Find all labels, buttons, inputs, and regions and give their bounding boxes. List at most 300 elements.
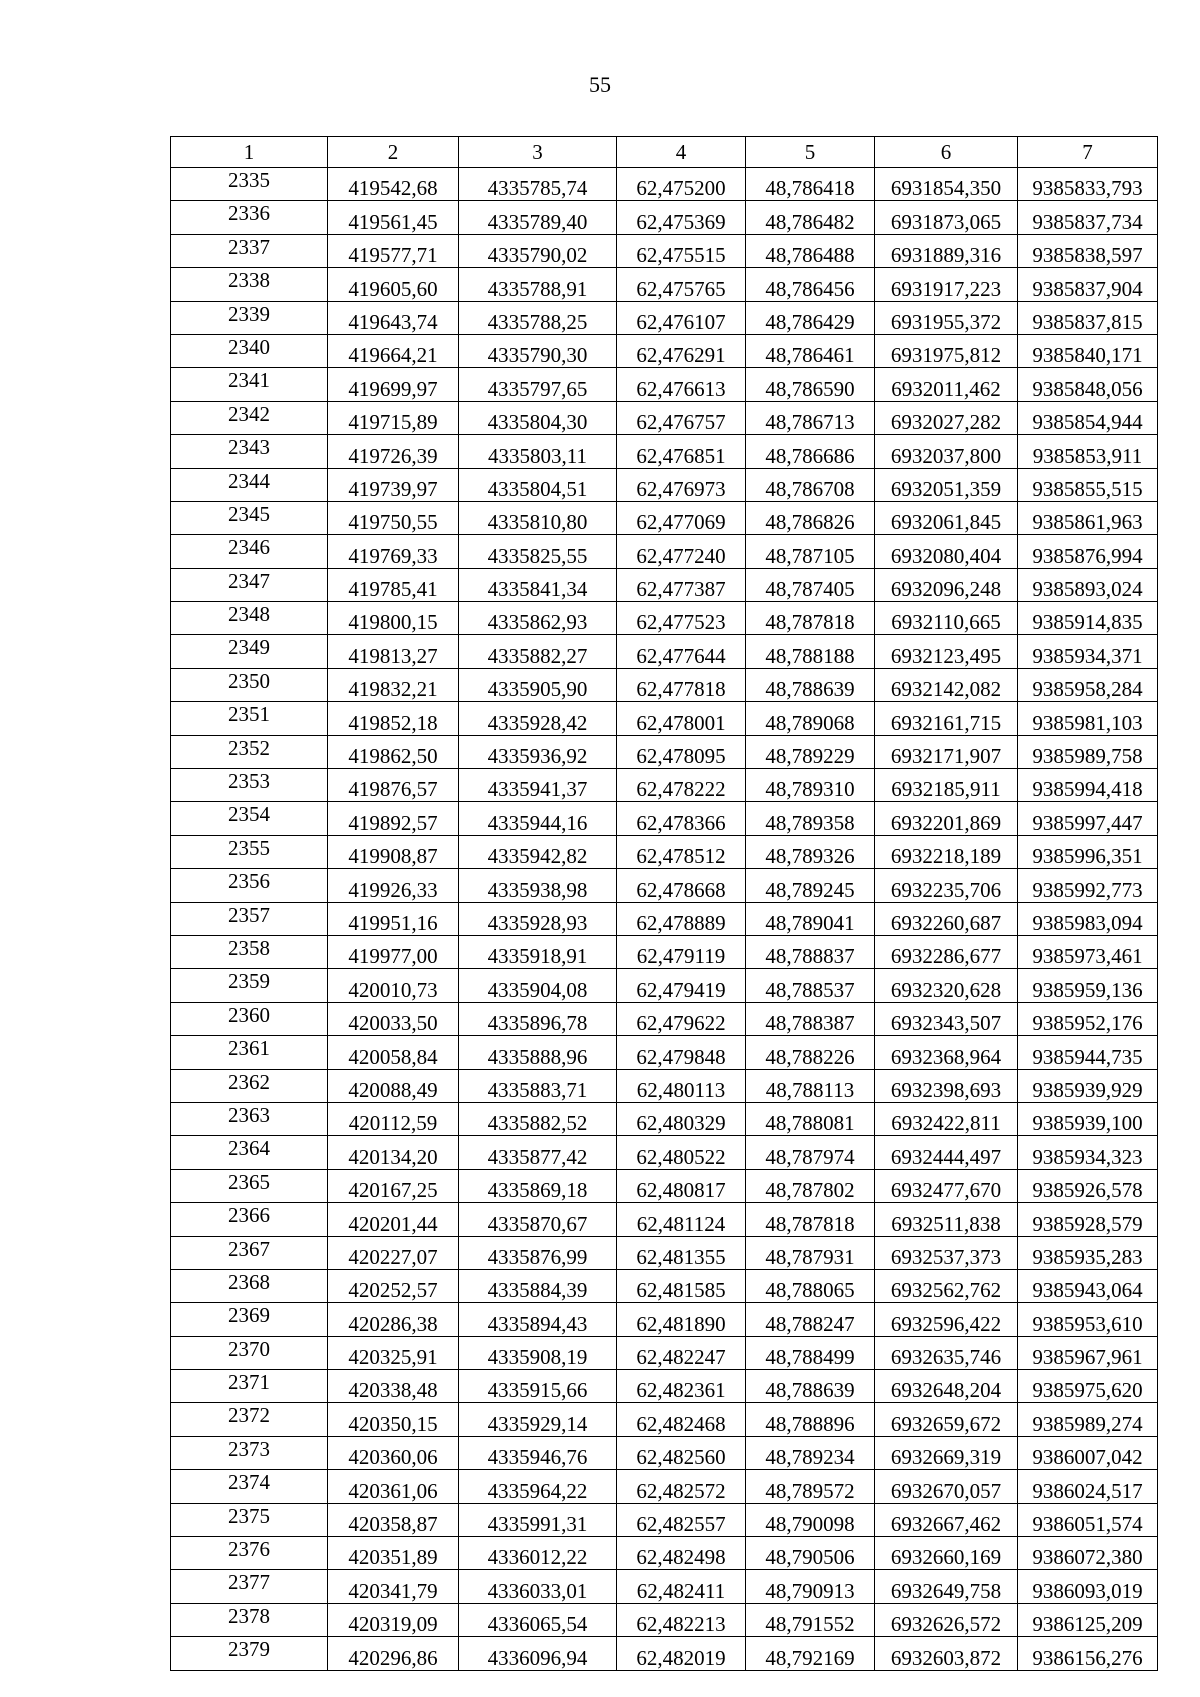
table-row (171, 835, 1158, 868)
table-row (171, 1303, 1158, 1336)
coordinate-cell: 62,478889 (617, 902, 746, 935)
coordinate-cell: 419542,68 (328, 168, 459, 201)
coordinate-cell: 9385837,734 (1018, 201, 1158, 234)
table-row (171, 935, 1158, 968)
point-number-cell: 2361 (171, 1036, 328, 1069)
point-number-cell: 2359 (171, 969, 328, 1002)
coordinate-cell: 62,477523 (617, 602, 746, 635)
coordinate-cell: 48,788113 (746, 1069, 875, 1102)
table-row (171, 1436, 1158, 1469)
coordinate-cell: 62,481355 (617, 1236, 746, 1269)
coordinate-cell: 48,786456 (746, 268, 875, 301)
coordinate-cell: 48,788537 (746, 969, 875, 1002)
coordinate-cell: 419951,16 (328, 902, 459, 935)
coordinate-cell: 6932051,359 (875, 468, 1018, 501)
coordinate-cell: 419977,00 (328, 935, 459, 968)
table-row (171, 201, 1158, 234)
table-row (171, 668, 1158, 701)
coordinate-cell: 4335797,65 (459, 368, 617, 401)
coordinate-cell: 48,787802 (746, 1169, 875, 1202)
coordinate-cell: 62,482411 (617, 1570, 746, 1603)
point-number-cell: 2354 (171, 802, 328, 835)
coordinate-cell: 6932286,677 (875, 935, 1018, 968)
coordinate-cell: 4335882,27 (459, 635, 617, 668)
coordinate-cell: 9385840,171 (1018, 334, 1158, 367)
point-number-cell: 2364 (171, 1136, 328, 1169)
table-row (171, 802, 1158, 835)
coordinate-cell: 6932110,665 (875, 602, 1018, 635)
coordinate-cell: 48,786686 (746, 435, 875, 468)
coordinate-cell: 62,476291 (617, 334, 746, 367)
coordinate-cell: 62,482572 (617, 1470, 746, 1503)
coordinate-cell: 9385861,963 (1018, 501, 1158, 534)
coordinate-table (170, 136, 1158, 1671)
coordinate-cell: 6932096,248 (875, 568, 1018, 601)
coordinate-cell: 9386072,380 (1018, 1537, 1158, 1570)
coordinate-cell: 62,475515 (617, 234, 746, 267)
point-number-cell: 2376 (171, 1537, 328, 1570)
coordinate-cell: 62,477818 (617, 668, 746, 701)
coordinate-cell: 9385975,620 (1018, 1370, 1158, 1403)
column-header-5: 5 (746, 137, 875, 168)
coordinate-cell: 4335882,52 (459, 1102, 617, 1135)
coordinate-cell: 4335841,34 (459, 568, 617, 601)
coordinate-cell: 4335896,78 (459, 1002, 617, 1035)
coordinate-cell: 4335941,37 (459, 769, 617, 802)
table-row (171, 234, 1158, 267)
coordinate-cell: 62,479848 (617, 1036, 746, 1069)
coordinate-cell: 6932037,800 (875, 435, 1018, 468)
coordinate-cell: 48,788065 (746, 1269, 875, 1302)
coordinate-cell: 4335938,98 (459, 869, 617, 902)
coordinate-cell: 4335883,71 (459, 1069, 617, 1102)
coordinate-cell: 9385973,461 (1018, 935, 1158, 968)
coordinate-cell: 48,787818 (746, 1203, 875, 1236)
coordinate-cell: 9385854,944 (1018, 401, 1158, 434)
coordinate-cell: 419664,21 (328, 334, 459, 367)
point-number-cell: 2353 (171, 769, 328, 802)
coordinate-cell: 9385992,773 (1018, 869, 1158, 902)
point-number-cell: 2372 (171, 1403, 328, 1436)
column-header-1: 1 (171, 137, 328, 168)
coordinate-cell: 6932511,838 (875, 1203, 1018, 1236)
coordinate-cell: 62,476973 (617, 468, 746, 501)
coordinate-cell: 48,788226 (746, 1036, 875, 1069)
point-number-cell: 2374 (171, 1470, 328, 1503)
coordinate-cell: 6932185,911 (875, 769, 1018, 802)
coordinate-cell: 62,479622 (617, 1002, 746, 1035)
coordinate-cell: 62,482213 (617, 1603, 746, 1636)
coordinate-cell: 419785,41 (328, 568, 459, 601)
point-number-cell: 2357 (171, 902, 328, 935)
coordinate-cell: 9385838,597 (1018, 234, 1158, 267)
point-number-cell: 2363 (171, 1102, 328, 1135)
coordinate-cell: 419876,57 (328, 769, 459, 802)
column-header-3: 3 (459, 137, 617, 168)
table-row (171, 1637, 1158, 1670)
point-number-cell: 2378 (171, 1603, 328, 1636)
table-row (171, 468, 1158, 501)
coordinate-cell: 4335915,66 (459, 1370, 617, 1403)
coordinate-cell: 419577,71 (328, 234, 459, 267)
coordinate-cell: 9386125,209 (1018, 1603, 1158, 1636)
point-number-cell: 2355 (171, 835, 328, 868)
coordinate-cell: 48,789234 (746, 1436, 875, 1469)
table-row (171, 1136, 1158, 1169)
coordinate-cell: 420341,79 (328, 1570, 459, 1603)
coordinate-cell: 6932660,169 (875, 1537, 1018, 1570)
coordinate-cell: 4335789,40 (459, 201, 617, 234)
point-number-cell: 2379 (171, 1637, 328, 1670)
table-row (171, 1269, 1158, 1302)
table-row (171, 1036, 1158, 1069)
coordinate-cell: 6932123,495 (875, 635, 1018, 668)
coordinate-cell: 62,478222 (617, 769, 746, 802)
coordinate-cell: 9385953,610 (1018, 1303, 1158, 1336)
coordinate-cell: 62,482557 (617, 1503, 746, 1536)
coordinate-cell: 4335928,42 (459, 702, 617, 735)
coordinate-cell: 48,787931 (746, 1236, 875, 1269)
coordinate-cell: 48,788639 (746, 1370, 875, 1403)
coordinate-cell: 4335825,55 (459, 535, 617, 568)
coordinate-cell: 6932080,404 (875, 535, 1018, 568)
coordinate-cell: 62,482468 (617, 1403, 746, 1436)
coordinate-cell: 6932368,964 (875, 1036, 1018, 1069)
coordinate-cell: 4335877,42 (459, 1136, 617, 1169)
coordinate-cell: 48,789229 (746, 735, 875, 768)
coordinate-cell: 6932422,811 (875, 1102, 1018, 1135)
column-header-4: 4 (617, 137, 746, 168)
coordinate-cell: 6932061,845 (875, 501, 1018, 534)
point-number-cell: 2337 (171, 234, 328, 267)
coordinate-cell: 9385837,815 (1018, 301, 1158, 334)
coordinate-cell: 62,481585 (617, 1269, 746, 1302)
coordinate-cell: 419908,87 (328, 835, 459, 868)
point-number-cell: 2371 (171, 1370, 328, 1403)
coordinate-cell: 4335790,30 (459, 334, 617, 367)
coordinate-cell: 4335936,92 (459, 735, 617, 768)
point-number-cell: 2362 (171, 1069, 328, 1102)
coordinate-cell: 6932648,204 (875, 1370, 1018, 1403)
coordinate-cell: 48,788896 (746, 1403, 875, 1436)
table-row (171, 735, 1158, 768)
table-row (171, 1537, 1158, 1570)
coordinate-cell: 62,480113 (617, 1069, 746, 1102)
coordinate-cell: 9385959,136 (1018, 969, 1158, 1002)
point-number-cell: 2347 (171, 568, 328, 601)
coordinate-cell: 6932477,670 (875, 1169, 1018, 1202)
table-row (171, 301, 1158, 334)
coordinate-cell: 48,788081 (746, 1102, 875, 1135)
coordinate-cell: 419699,97 (328, 368, 459, 401)
coordinate-cell: 420360,06 (328, 1436, 459, 1469)
coordinate-cell: 4335785,74 (459, 168, 617, 201)
coordinate-cell: 48,786488 (746, 234, 875, 267)
coordinate-cell: 9385939,929 (1018, 1069, 1158, 1102)
coordinate-cell: 4336033,01 (459, 1570, 617, 1603)
coordinate-cell: 62,482498 (617, 1537, 746, 1570)
coordinate-cell: 9385989,274 (1018, 1403, 1158, 1436)
coordinate-cell: 6931917,223 (875, 268, 1018, 301)
coordinate-cell: 419926,33 (328, 869, 459, 902)
coordinate-cell: 62,482560 (617, 1436, 746, 1469)
coordinate-cell: 4335876,99 (459, 1236, 617, 1269)
coordinate-cell: 4335810,80 (459, 501, 617, 534)
table-header-row (171, 137, 1158, 168)
coordinate-cell: 6932171,907 (875, 735, 1018, 768)
coordinate-cell: 9385853,911 (1018, 435, 1158, 468)
coordinate-cell: 9386051,574 (1018, 1503, 1158, 1536)
coordinate-cell: 48,791552 (746, 1603, 875, 1636)
coordinate-cell: 4335944,16 (459, 802, 617, 835)
coordinate-cell: 4335884,39 (459, 1269, 617, 1302)
coordinate-cell: 9385958,284 (1018, 668, 1158, 701)
coordinate-cell: 6931975,812 (875, 334, 1018, 367)
point-number-cell: 2356 (171, 869, 328, 902)
coordinate-cell: 6932649,758 (875, 1570, 1018, 1603)
point-number-cell: 2369 (171, 1303, 328, 1336)
coordinate-cell: 48,787974 (746, 1136, 875, 1169)
coordinate-cell: 48,786826 (746, 501, 875, 534)
point-number-cell: 2348 (171, 602, 328, 635)
table-row (171, 268, 1158, 301)
coordinate-cell: 419892,57 (328, 802, 459, 835)
coordinate-cell: 9385876,994 (1018, 535, 1158, 568)
coordinate-cell: 4335803,11 (459, 435, 617, 468)
point-number-cell: 2370 (171, 1336, 328, 1369)
coordinate-cell: 48,786429 (746, 301, 875, 334)
coordinate-cell: 62,477069 (617, 501, 746, 534)
point-number-cell: 2344 (171, 468, 328, 501)
coordinate-cell: 48,789068 (746, 702, 875, 735)
column-header-6: 6 (875, 137, 1018, 168)
coordinate-cell: 62,481890 (617, 1303, 746, 1336)
coordinate-cell: 9385981,103 (1018, 702, 1158, 735)
coordinate-cell: 48,786461 (746, 334, 875, 367)
coordinate-cell: 9385848,056 (1018, 368, 1158, 401)
coordinate-cell: 6932161,715 (875, 702, 1018, 735)
point-number-cell: 2350 (171, 668, 328, 701)
point-number-cell: 2346 (171, 535, 328, 568)
coordinate-cell: 4335788,91 (459, 268, 617, 301)
table-row (171, 702, 1158, 735)
coordinate-cell: 9385997,447 (1018, 802, 1158, 835)
table-row (171, 1470, 1158, 1503)
coordinate-cell: 62,482019 (617, 1637, 746, 1670)
coordinate-cell: 9385934,323 (1018, 1136, 1158, 1169)
point-number-cell: 2335 (171, 168, 328, 201)
coordinate-cell: 48,789326 (746, 835, 875, 868)
table-row (171, 168, 1158, 201)
table-row (171, 1002, 1158, 1035)
coordinate-cell: 48,789310 (746, 769, 875, 802)
coordinate-cell: 4335869,18 (459, 1169, 617, 1202)
coordinate-cell: 62,477644 (617, 635, 746, 668)
coordinate-cell: 6931889,316 (875, 234, 1018, 267)
coordinate-cell: 48,792169 (746, 1637, 875, 1670)
point-number-cell: 2339 (171, 301, 328, 334)
coordinate-cell: 4335964,22 (459, 1470, 617, 1503)
coordinate-cell: 419715,89 (328, 401, 459, 434)
coordinate-cell: 9385939,100 (1018, 1102, 1158, 1135)
coordinate-cell: 4335804,51 (459, 468, 617, 501)
table-row (171, 1336, 1158, 1369)
table-row (171, 1236, 1158, 1269)
table-row (171, 401, 1158, 434)
table-row (171, 1570, 1158, 1603)
coordinate-cell: 4335928,93 (459, 902, 617, 935)
coordinate-cell: 6932201,869 (875, 802, 1018, 835)
coordinate-cell: 62,478095 (617, 735, 746, 768)
coordinate-cell: 48,789041 (746, 902, 875, 935)
table-row (171, 368, 1158, 401)
coordinate-cell: 420319,09 (328, 1603, 459, 1636)
coordinate-cell: 9386093,019 (1018, 1570, 1158, 1603)
point-number-cell: 2367 (171, 1236, 328, 1269)
coordinate-cell: 9385935,283 (1018, 1236, 1158, 1269)
coordinate-cell: 4335991,31 (459, 1503, 617, 1536)
point-number-cell: 2340 (171, 334, 328, 367)
point-number-cell: 2377 (171, 1570, 328, 1603)
coordinate-cell: 62,482361 (617, 1370, 746, 1403)
coordinate-cell: 48,786482 (746, 201, 875, 234)
point-number-cell: 2342 (171, 401, 328, 434)
coordinate-cell: 62,480522 (617, 1136, 746, 1169)
coordinate-cell: 420350,15 (328, 1403, 459, 1436)
coordinate-cell: 6931873,065 (875, 201, 1018, 234)
point-number-cell: 2336 (171, 201, 328, 234)
coordinate-cell: 9385952,176 (1018, 1002, 1158, 1035)
coordinate-cell: 9385996,351 (1018, 835, 1158, 868)
table-row (171, 1169, 1158, 1202)
point-number-cell: 2351 (171, 702, 328, 735)
point-number-cell: 2358 (171, 935, 328, 968)
coordinate-cell: 4335788,25 (459, 301, 617, 334)
coordinate-cell: 62,475369 (617, 201, 746, 234)
coordinate-cell: 48,789572 (746, 1470, 875, 1503)
point-number-cell: 2365 (171, 1169, 328, 1202)
coordinate-cell: 420351,89 (328, 1537, 459, 1570)
coordinate-cell: 6932596,422 (875, 1303, 1018, 1336)
coordinate-cell: 6932027,282 (875, 401, 1018, 434)
coordinate-cell: 62,476613 (617, 368, 746, 401)
coordinate-cell: 4335894,43 (459, 1303, 617, 1336)
coordinate-cell: 62,476107 (617, 301, 746, 334)
coordinate-cell: 62,476851 (617, 435, 746, 468)
coordinate-cell: 9385837,904 (1018, 268, 1158, 301)
coordinate-cell: 419800,15 (328, 602, 459, 635)
coordinate-cell: 420252,57 (328, 1269, 459, 1302)
coordinate-cell: 4335804,30 (459, 401, 617, 434)
coordinate-cell: 420167,25 (328, 1169, 459, 1202)
column-header-7: 7 (1018, 137, 1158, 168)
coordinate-cell: 419813,27 (328, 635, 459, 668)
coordinate-cell: 48,787818 (746, 602, 875, 635)
coordinate-cell: 9385944,735 (1018, 1036, 1158, 1069)
coordinate-cell: 4335918,91 (459, 935, 617, 968)
coordinate-cell: 62,481124 (617, 1203, 746, 1236)
table-row (171, 1370, 1158, 1403)
table-row (171, 535, 1158, 568)
coordinate-cell: 6932398,693 (875, 1069, 1018, 1102)
coordinate-cell: 48,788837 (746, 935, 875, 968)
coordinate-cell: 48,788639 (746, 668, 875, 701)
coordinate-cell: 420286,38 (328, 1303, 459, 1336)
coordinate-cell: 4335946,76 (459, 1436, 617, 1469)
coordinate-cell: 9386007,042 (1018, 1436, 1158, 1469)
table-row (171, 1603, 1158, 1636)
coordinate-cell: 9385926,578 (1018, 1169, 1158, 1202)
coordinate-cell: 4335929,14 (459, 1403, 617, 1436)
coordinate-cell: 420361,06 (328, 1470, 459, 1503)
coordinate-cell: 6932635,746 (875, 1336, 1018, 1369)
table-row (171, 1203, 1158, 1236)
coordinate-cell: 48,786590 (746, 368, 875, 401)
coordinate-cell: 62,480817 (617, 1169, 746, 1202)
coordinate-cell: 9386156,276 (1018, 1637, 1158, 1670)
coordinate-cell: 6932320,628 (875, 969, 1018, 1002)
coordinate-cell: 48,790913 (746, 1570, 875, 1603)
coordinate-cell: 62,482247 (617, 1336, 746, 1369)
coordinate-cell: 48,786708 (746, 468, 875, 501)
coordinate-cell: 6932218,189 (875, 835, 1018, 868)
coordinate-cell: 6932235,706 (875, 869, 1018, 902)
coordinate-cell: 6931955,372 (875, 301, 1018, 334)
coordinate-cell: 6932562,762 (875, 1269, 1018, 1302)
coordinate-cell: 48,788188 (746, 635, 875, 668)
column-header-2: 2 (328, 137, 459, 168)
coordinate-cell: 420112,59 (328, 1102, 459, 1135)
table-row (171, 869, 1158, 902)
coordinate-cell: 4335790,02 (459, 234, 617, 267)
coordinate-cell: 48,787105 (746, 535, 875, 568)
coordinate-cell: 9386024,517 (1018, 1470, 1158, 1503)
page-number: 55 (589, 72, 611, 97)
coordinate-cell: 4335862,93 (459, 602, 617, 635)
coordinate-cell: 4335942,82 (459, 835, 617, 868)
coordinate-cell: 48,788499 (746, 1336, 875, 1369)
coordinate-cell: 62,477240 (617, 535, 746, 568)
coordinate-cell: 9385967,961 (1018, 1336, 1158, 1369)
coordinate-cell: 62,479419 (617, 969, 746, 1002)
coordinate-cell: 9385855,515 (1018, 468, 1158, 501)
coordinate-cell: 48,788247 (746, 1303, 875, 1336)
point-number-cell: 2338 (171, 268, 328, 301)
table-row (171, 435, 1158, 468)
coordinate-cell: 420201,44 (328, 1203, 459, 1236)
coordinate-cell: 62,478001 (617, 702, 746, 735)
coordinate-cell: 419643,74 (328, 301, 459, 334)
coordinate-cell: 6932537,373 (875, 1236, 1018, 1269)
coordinate-cell: 62,475765 (617, 268, 746, 301)
coordinate-cell: 419769,33 (328, 535, 459, 568)
coordinate-cell: 48,788387 (746, 1002, 875, 1035)
coordinate-cell: 6931854,350 (875, 168, 1018, 201)
coordinate-cell: 420088,49 (328, 1069, 459, 1102)
coordinate-cell: 419561,45 (328, 201, 459, 234)
coordinate-cell: 4335905,90 (459, 668, 617, 701)
coordinate-cell: 6932343,507 (875, 1002, 1018, 1035)
coordinate-cell: 9385893,024 (1018, 568, 1158, 601)
coordinate-cell: 9385833,793 (1018, 168, 1158, 201)
coordinate-cell: 62,475200 (617, 168, 746, 201)
table-row (171, 501, 1158, 534)
coordinate-cell: 62,476757 (617, 401, 746, 434)
coordinate-cell: 48,789358 (746, 802, 875, 835)
coordinate-cell: 6932670,057 (875, 1470, 1018, 1503)
coordinate-cell: 6932659,672 (875, 1403, 1018, 1436)
point-number-cell: 2375 (171, 1503, 328, 1536)
